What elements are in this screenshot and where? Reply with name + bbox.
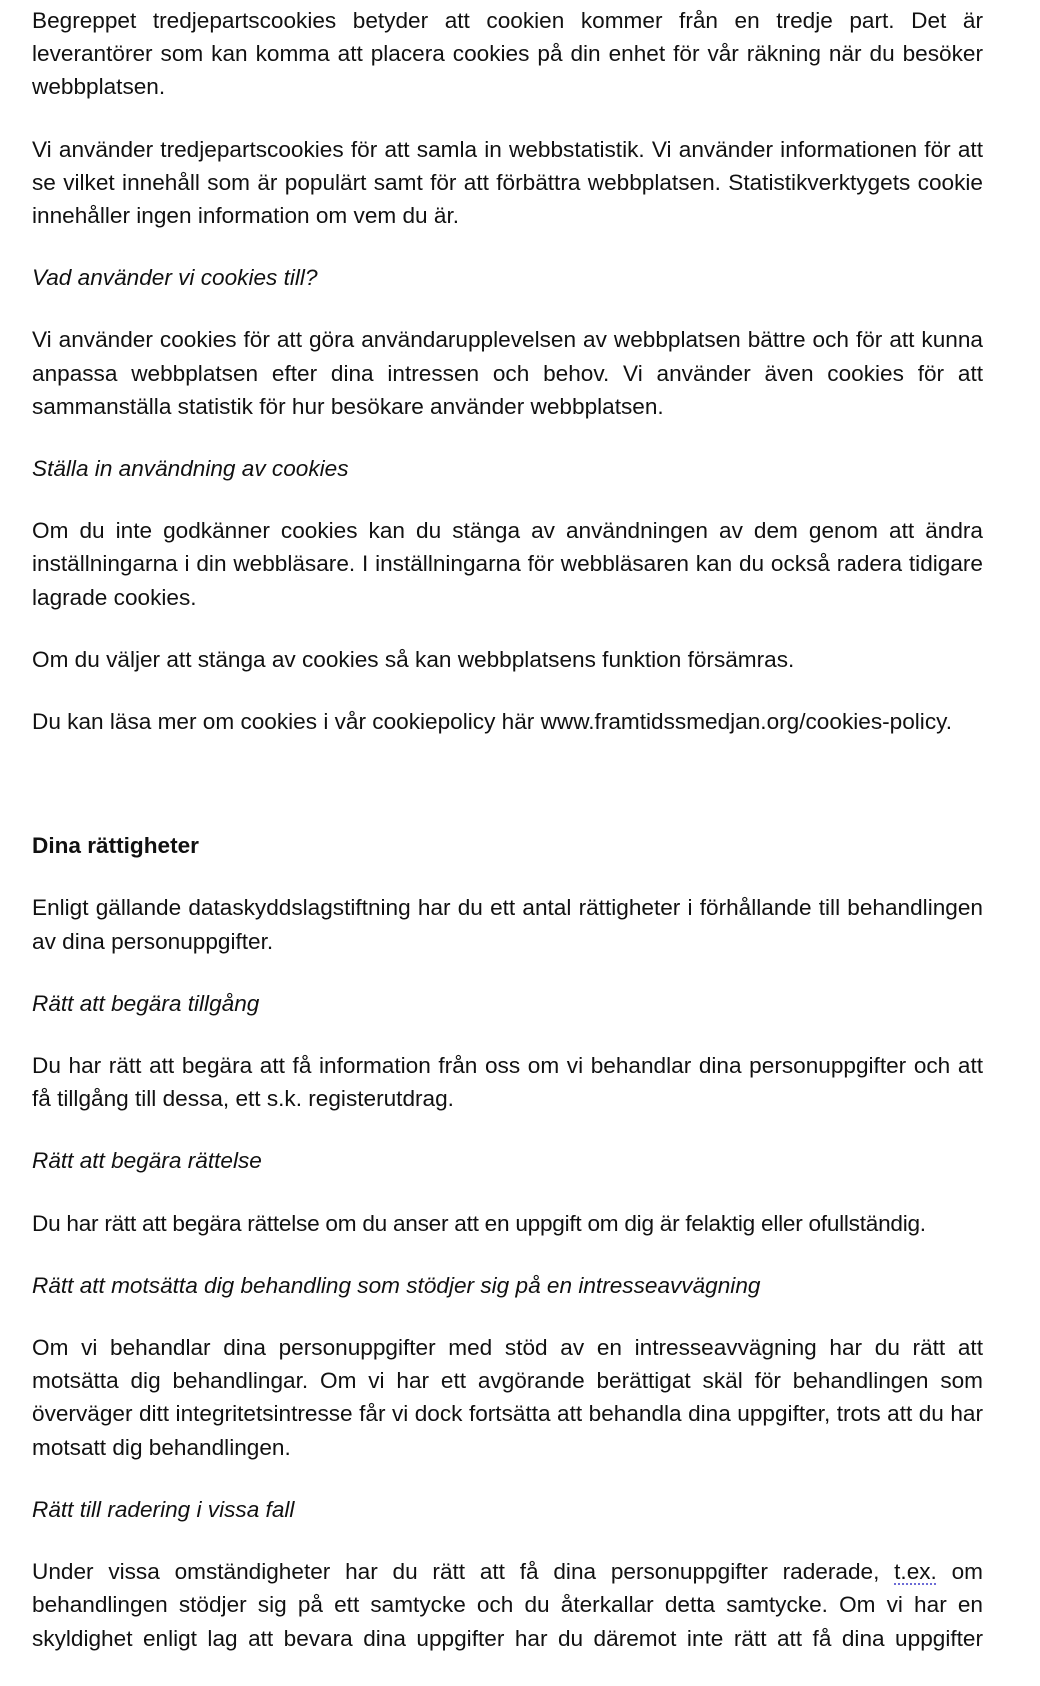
cookie-policy-period: . [945,709,953,735]
subheading-right-rectification: Rätt att begära rättelse [32,1148,262,1174]
paragraph-third-party-cookies: Begreppet tredjepartscookies betyder att cookien kommer från en tredje part. Det är leverantörer som kan komma att placera cookies på din enhet för vår räkning när du besöker webbplatsen. [32,8,983,100]
subheading-cookie-settings: Ställa in användning av cookies [32,456,349,482]
subheading-right-erasure: Rätt till radering i vissa fall [32,1496,295,1522]
erasure-text-start: Under vissa omständigheter har du rätt att få dina personuppgifter raderade, [32,1559,895,1585]
spelling-flagged-word: t.ex. [894,1559,937,1585]
paragraph-web-statistics: Vi använder tredjepartscookies för att samla in webbstatistik. Vi använder informationen för att se vilket innehåll som är populärt samt för att förbättra webbplatsen. Statistikverktygets cookie innehåller ingen information om vem du är. [32,136,983,229]
paragraph-reduced-function: Om du väljer att stänga av cookies så kan webbplatsens funktion försämras. [32,646,795,672]
paragraph-cookie-policy [32,705,983,738]
paragraph-cookie-purpose: Vi använder cookies för att göra användarupplevelsen av webbplatsen bättre och för att kunna anpassa webbplatsen efter dina intressen och behov. Vi använder även cookies för att sammanställa statistik för hur besökare använder webbplatsen. [32,327,983,419]
section-title-rights: Dina rättigheter [32,833,199,859]
paragraph-right-erasure [32,1555,983,1655]
document-page [32,4,983,1684]
paragraph-right-rectification: Du har rätt att begära rättelse om du anser att en uppgift om dig är felaktig eller ofullständig. [32,1210,926,1236]
cookie-policy-text: Du kan läsa mer om cookies i vår cookiepolicy här [32,709,541,735]
subheading-cookie-usage: Vad använder vi cookies till? [32,265,318,291]
section-spacer [32,767,983,829]
subheading-right-object: Rätt att motsätta dig behandling som stödjer sig på en intresseavvägning [32,1272,761,1298]
erasure-text-end: om behandlingen stödjer sig på ett samtycke och du återkallar detta samtycke. Om vi har en skyldighet enligt lag att bevara dina uppgifter har du däremot inte rätt att få dina uppgifter [32,1559,984,1651]
paragraph-right-object: Om vi behandlar dina personuppgifter med stöd av en intresseavvägning har du rätt att motsätta dig behandlingar. Om vi har ett avgörande berättigat skäl för behandlingen som överväger ditt integritetsintresse får vi dock fortsätta att behandla dina uppgifter, trots att du har motsatt dig behandlingen. [32,1335,983,1460]
cookie-policy-link[interactable]: www.framtidssmedjan.org/cookies-policy [540,709,946,735]
paragraph-disable-cookies: Om du inte godkänner cookies kan du stänga av användningen av dem genom att ändra inställningarna i din webbläsare. I inställningarna för webbläsaren kan du också radera tidigare lagrade cookies. [32,518,983,610]
subheading-right-access: Rätt att begära tillgång [32,990,260,1016]
paragraph-rights-intro: Enligt gällande dataskyddslagstiftning har du ett antal rättigheter i förhållande till behandlingen av dina personuppgifter. [32,895,983,954]
paragraph-right-access: Du har rätt att begära att få information från oss om vi behandlar dina personuppgifter och att få tillgång till dessa, ett s.k. registerutdrag. [32,1053,983,1112]
